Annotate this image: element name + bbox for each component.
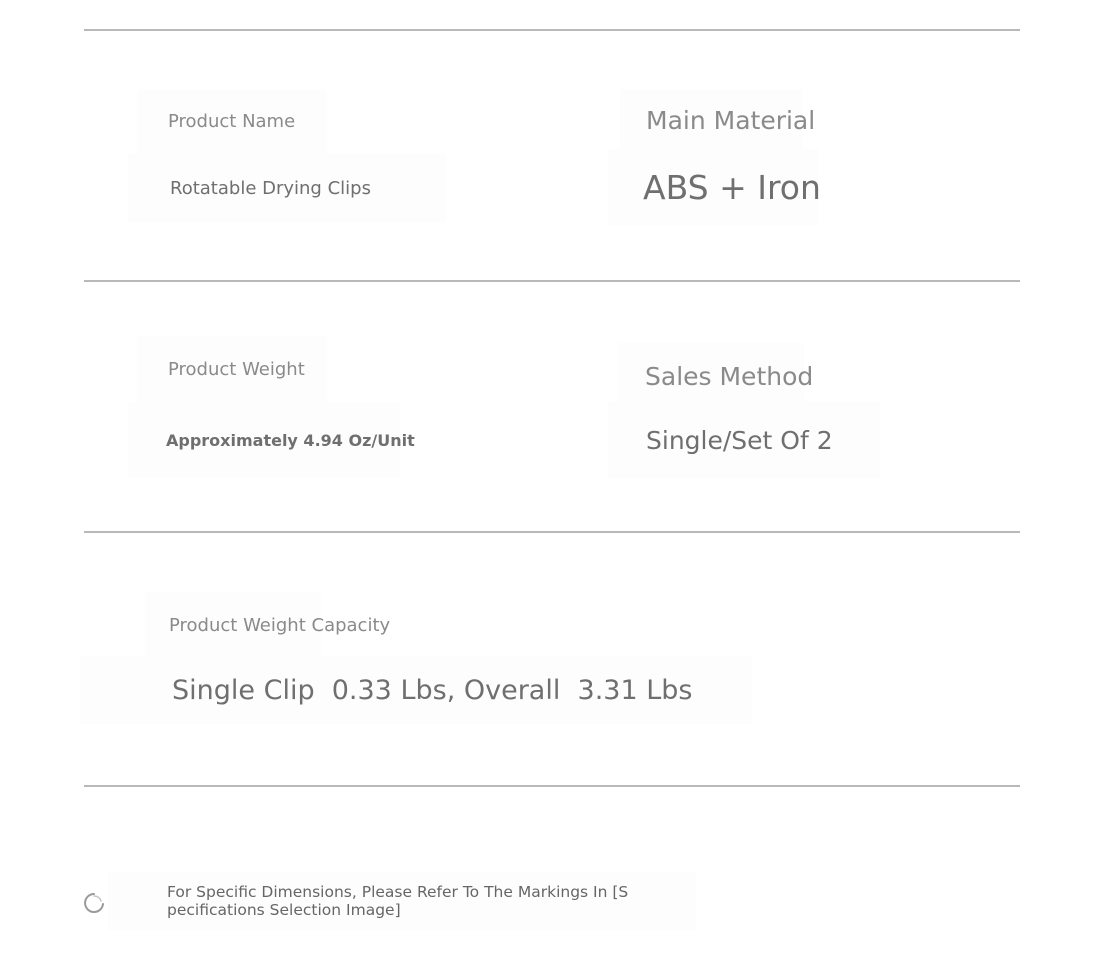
sales-method-value: Single/Set Of 2: [646, 425, 833, 455]
main-material-value: ABS + Iron: [643, 167, 821, 207]
product-weight-label: Product Weight: [168, 358, 305, 380]
sales-method-label-chip: [618, 343, 814, 409]
weight-capacity-value: Single Clip 0.33 Lbs, Overall 3.31 Lbs: [172, 674, 693, 706]
product-name-value: Rotatable Drying Clips: [170, 177, 371, 199]
product-weight-label-chip: [137, 336, 327, 402]
dimensions-note-line-1: For Specific Dimensions, Please Refer To The Markings In [S: [167, 883, 629, 901]
weight-capacity-label-chip: [145, 592, 391, 658]
product-name-value-chip: [128, 153, 446, 223]
loading-spinner-icon: [84, 892, 104, 914]
main-material-label: Main Material: [646, 105, 816, 135]
section-divider: [84, 29, 1020, 31]
main-material-value-chip: [608, 149, 821, 225]
section-divider: [84, 531, 1020, 533]
product-name-label: Product Name: [168, 110, 296, 132]
product-weight-value: Approximately 4.94 Oz/Unit: [166, 430, 415, 450]
sales-method-label: Sales Method: [645, 361, 814, 391]
section-divider: [84, 280, 1020, 282]
weight-capacity-label: Product Weight Capacity: [169, 614, 391, 636]
section-divider: [84, 785, 1020, 787]
weight-capacity-value-chip: [80, 656, 752, 724]
product-name-label-chip: [137, 89, 327, 153]
sales-method-value-chip: [608, 401, 880, 479]
product-weight-value-chip: [128, 402, 415, 478]
main-material-label-chip: [620, 89, 816, 151]
dimensions-note: [167, 883, 667, 919]
dimensions-note-line-2: pecifications Selection Image]: [167, 901, 401, 919]
